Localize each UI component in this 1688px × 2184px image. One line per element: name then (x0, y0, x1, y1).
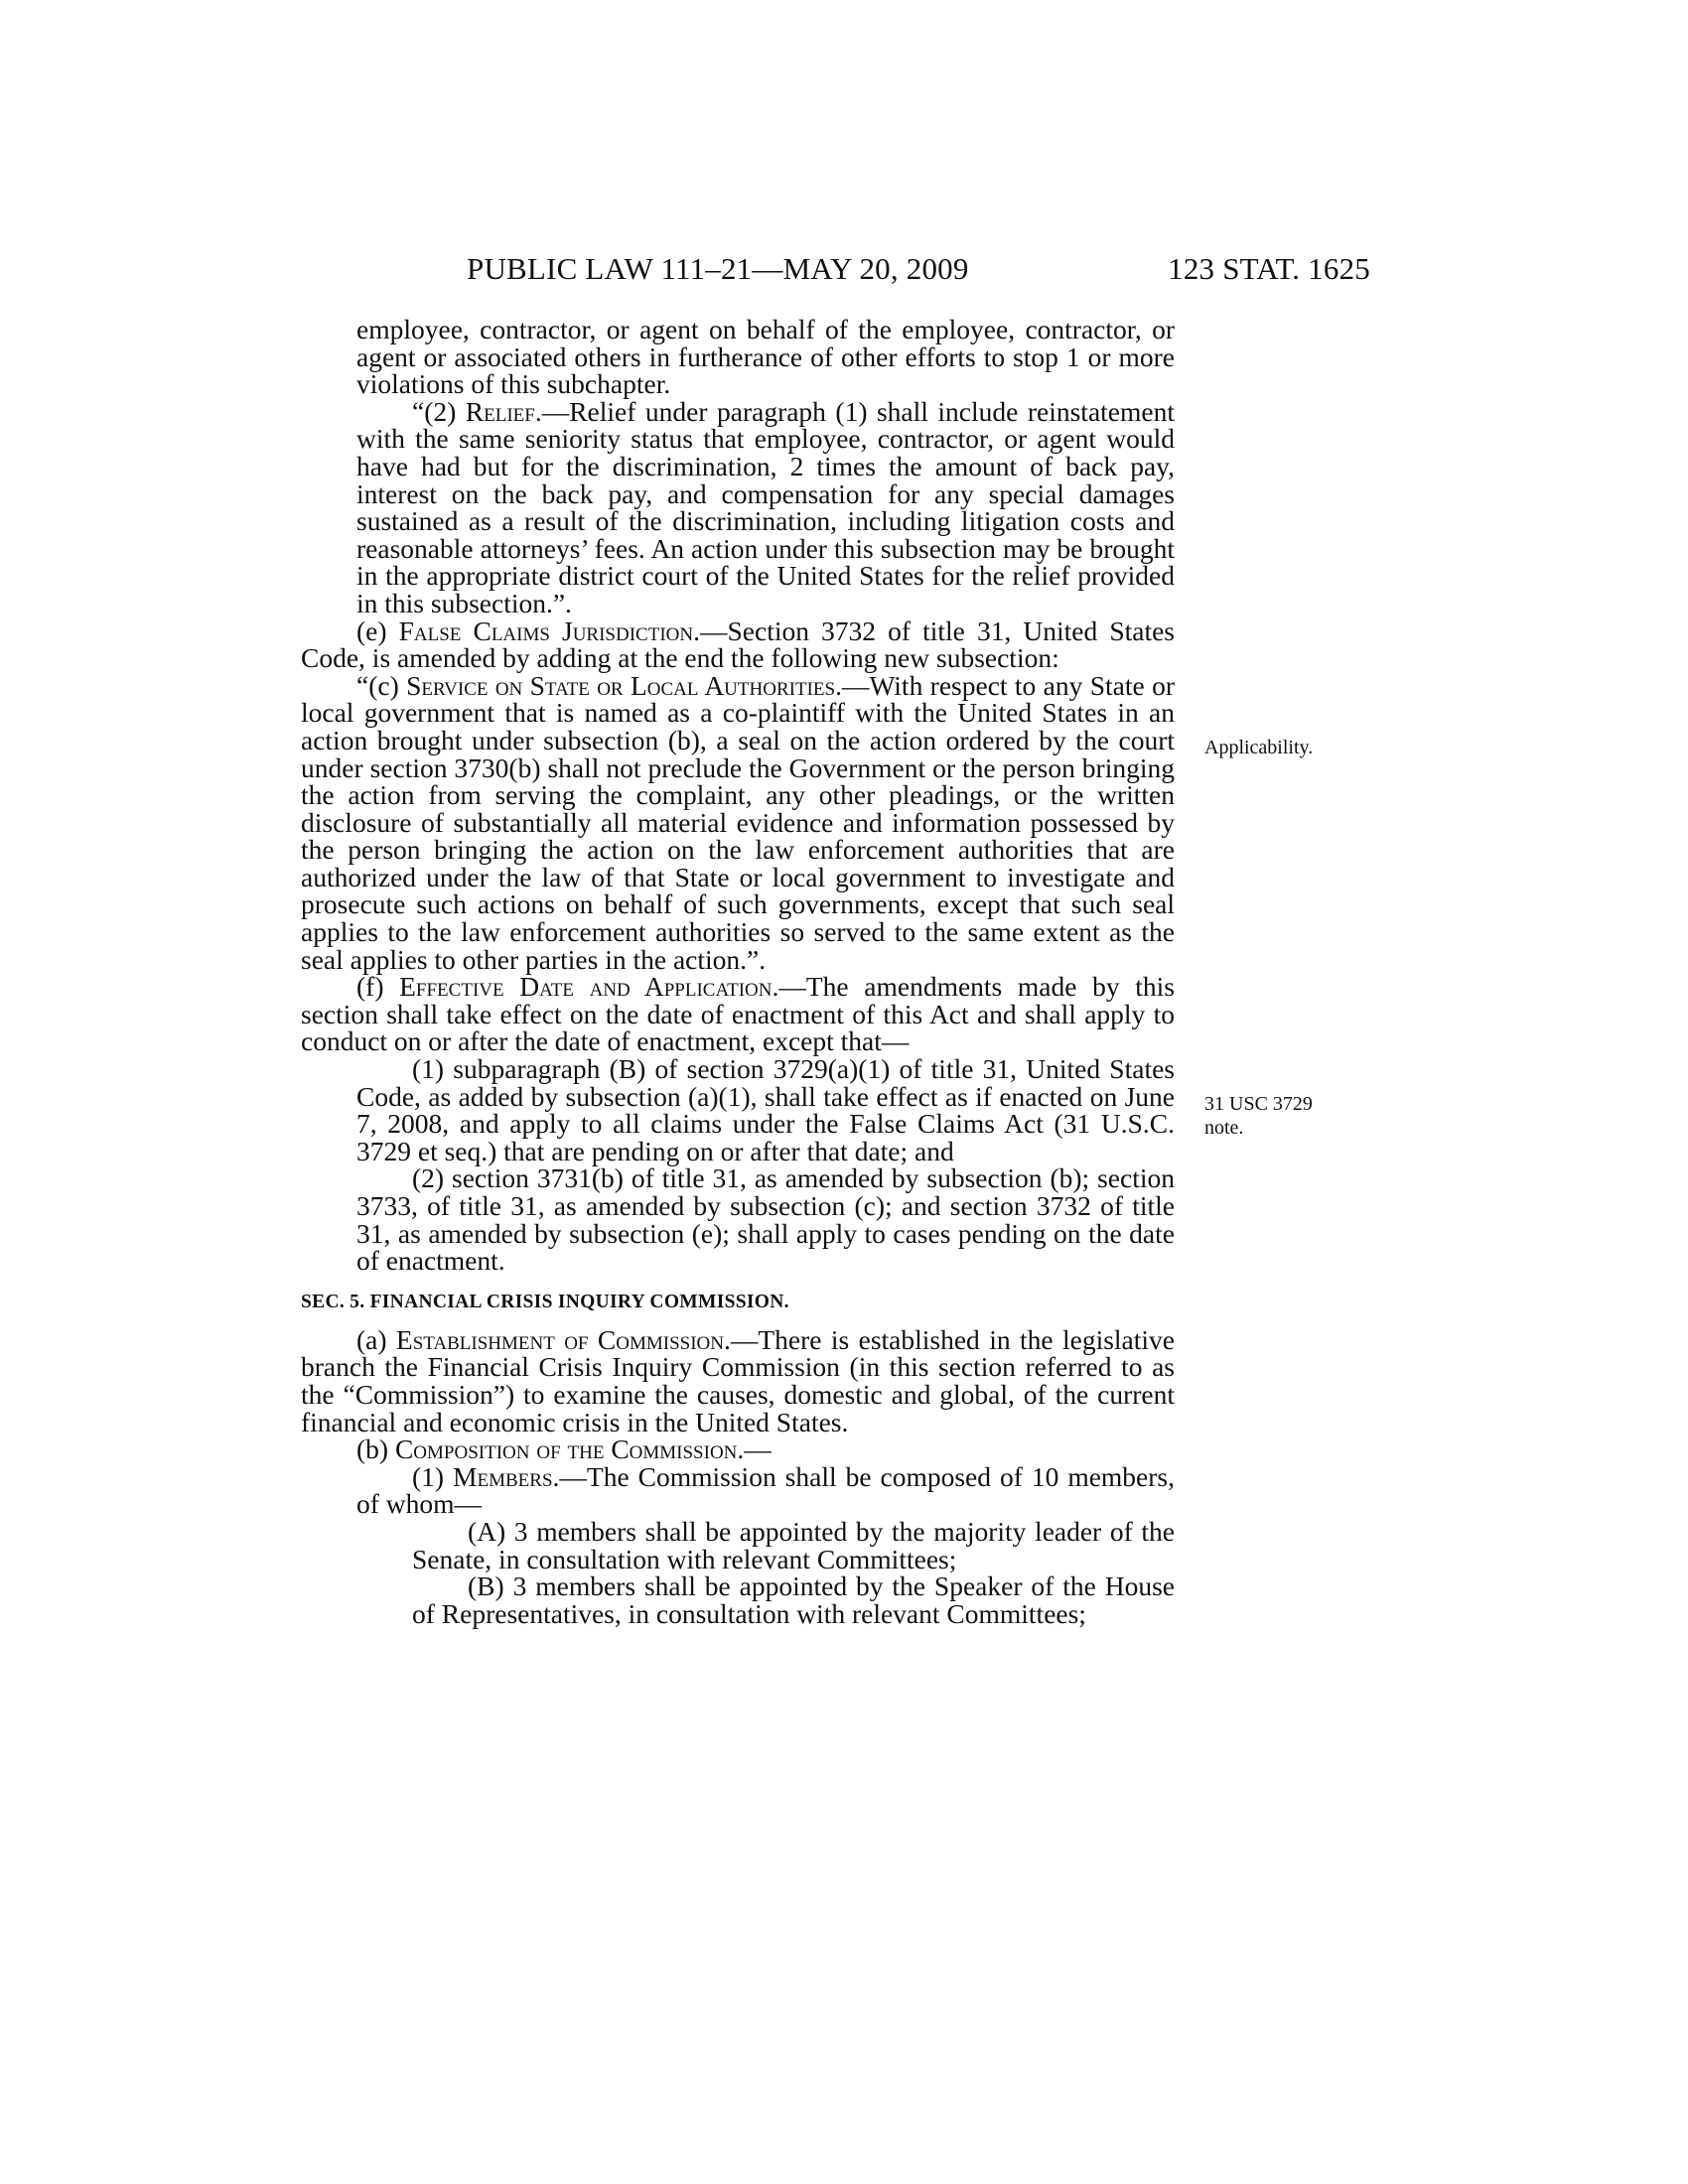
body-text (301, 316, 1175, 1627)
paragraph-continuation: employee, contractor, or agent on behalf of the employee, contractor, or agent or associated others in furtherance of other efforts to stop 1 or more violations of this subchapter. (356, 314, 1175, 400)
heading-relief: Relief (465, 395, 535, 427)
paragraph-members-item-b: (B) 3 members shall be appointed by the Speaker of the House of Representatives, in consultation with relevant Committees; (412, 1570, 1175, 1629)
paragraph-members: (1) Members.—The Commission shall be composed of 10 members, of whom— (356, 1460, 1175, 1520)
heading-false-claims-jurisdiction: False Claims Jurisdiction (398, 614, 694, 646)
paragraph-members-item-a: (A) 3 members shall be appointed by the majority leader of the Senate, in consultation with relevant Committees; (412, 1515, 1175, 1574)
stat-page-number: 123 STAT. 1625 (1168, 251, 1370, 286)
heading-members: Members (453, 1460, 553, 1492)
heading-establishment: Establishment of Commission (395, 1323, 724, 1355)
margin-note-usc (1204, 1092, 1343, 1140)
margin-note-usc-line1: 31 USC 3729 (1204, 1093, 1313, 1115)
paragraph-effective-date-item-2: (2) section 3731(b) of title 31, as amended by subsection (b); section 3733, of title 31, as amended by subsection (c); and section 3732 of title 31, as amended by subsection (e); shall apply to cases pending on the date of enactment. (356, 1162, 1175, 1277)
heading-effective-date: Effective Date and Application (399, 971, 773, 1003)
public-law-title: PUBLIC LAW 111–21—MAY 20, 2009 (467, 251, 969, 286)
paragraph-effective-date-item-1: (1) subparagraph (B) of section 3729(a)(1) of title 31, United States Code, as added by subsection (a)(1), shall take effect as if enacted on June 7, 2008, and apply to all claims under the False Claims Act (31 U.S.C. 3729 et seq.) that are pending on or after that date; and (356, 1053, 1175, 1166)
paragraph-false-claims-jurisdiction: (e) False Claims Jurisdiction.—Section 3732 of title 31, United States Code, is amended by adding at the end the following new subsection: (301, 614, 1176, 674)
margin-note-applicability: Applicability. (1204, 737, 1314, 758)
paragraph-effective-date: (f) Effective Date and Application.—The amendments made by this section shall take effect on the date of enactment of this Act and shall apply to conduct on or after the date of enactment, except that— (301, 971, 1175, 1057)
margin-note-usc-line2: note. (1204, 1117, 1244, 1139)
heading-composition: Composition of the Commission (394, 1433, 738, 1465)
paragraph-composition: (b) Composition of the Commission.— (356, 1433, 772, 1465)
paragraph-establishment: (a) Establishment of Commission.—There is established in the legislative branch the Financial Crisis Inquiry Commission (in this section referred to as the “Commission”) to examine the causes, domestic and global, of the current financial and economic crisis in the United States. (301, 1323, 1175, 1437)
paragraph-relief: “(2) Relief.—Relief under paragraph (1) shall include reinstatement with the same seniority status that employee, contractor, or agent would have had but for the discrimination, 2 times the amount of back pay, interest on the back pay, and compensation for any special damages sustained as a result of the discrimination, including litigation costs and reasonable attorneys’ fees. An action under this subsection may be brought in the appropriate district court of the United States for the relief provided in this subsection.”. (356, 395, 1175, 618)
section-5-heading: SEC. 5. FINANCIAL CRISIS INQUIRY COMMISSION. (301, 1291, 789, 1312)
paragraph-service-on-authorities: “(c) Service on State or Local Authorities.—With respect to any State or local government that is named as a co-plaintiff with the United States in an action brought under subsection (b), a seal on the action ordered by the court under section 3730(b) shall not preclude the Government or the person bringing the action from serving the complaint, any other pleadings, or the written disclosure of substantially all material evidence and information possessed by the person bringing the action on the law enforcement authorities that are authorized under the law of that State or local government to investigate and prosecute such actions on behalf of such governments, except that such seal applies to the law enforcement authorities so served to the same extent as the seal applies to other parties in the action.”. (301, 669, 1175, 975)
heading-service-on-authorities: Service on State or Local Authorities (406, 669, 836, 701)
